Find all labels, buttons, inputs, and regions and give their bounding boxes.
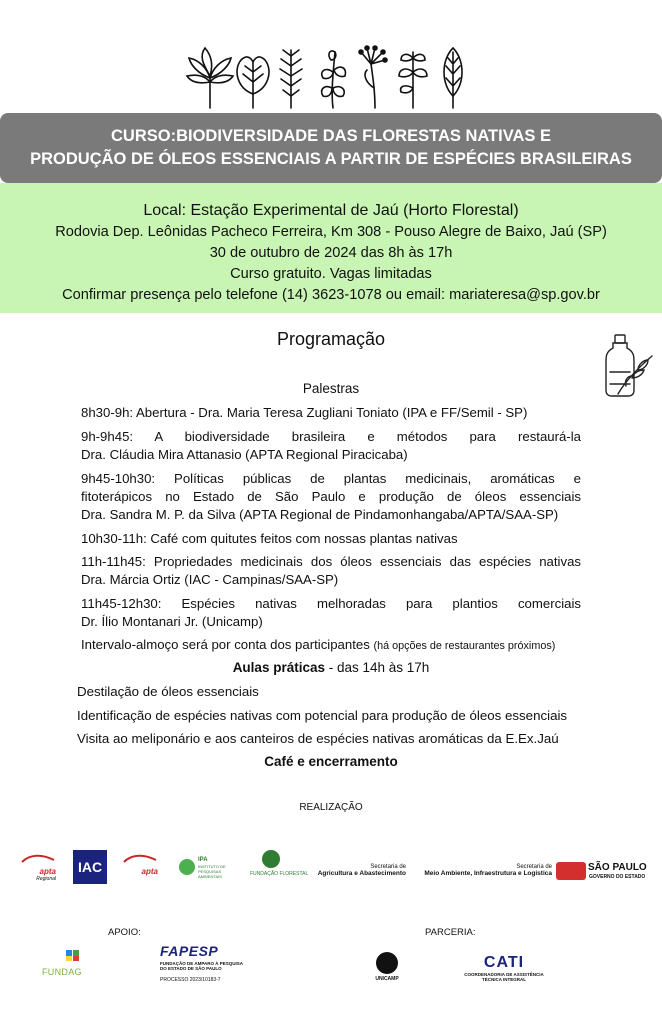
practical-classes-heading — [0, 660, 662, 675]
title-banner — [0, 113, 662, 183]
iac-logo: IAC — [73, 850, 107, 884]
schedule-item — [81, 553, 581, 589]
program-title: Programação — [276, 329, 386, 349]
apta-logo-text: apta — [141, 867, 158, 876]
twig-leaves-icon — [399, 52, 427, 108]
event-contact: Confirmar presença pelo telefone (14) 3623-1078 ou email: mariateresa@sp.gov.br — [62, 287, 600, 303]
saa-logo-line-2: Agricultura e Abastecimento — [317, 870, 406, 877]
fundag-logo-text: FUNDAG — [42, 967, 82, 977]
saa-logo — [308, 864, 406, 877]
schedule-item-line: 8h30-9h: Abertura - Dra. Maria Teresa Zugliani Toniato (IPA e FF/Semil - SP) — [81, 405, 528, 420]
schedule-item — [81, 595, 581, 631]
palm-leaf-icon — [187, 48, 233, 108]
heart-leaf-icon — [237, 57, 269, 108]
fapesp-logo — [160, 943, 260, 987]
realizacao-label: REALIZAÇÃO — [299, 802, 363, 813]
fundacao-florestal-logo — [250, 850, 309, 884]
semil-logo — [412, 864, 552, 877]
semil-logo-line-1: Secretaria de — [516, 864, 552, 870]
fapesp-logo-sub-2: DO ESTADO DE SÃO PAULO — [160, 966, 222, 971]
lunch-break-note — [81, 637, 641, 652]
closing-coffee: Café e encerramento — [264, 754, 398, 769]
ipa-leaf-icon — [179, 859, 195, 875]
practical-class-item: Destilação de óleos essenciais — [77, 684, 259, 699]
cati-logo-text: CATI — [483, 954, 525, 971]
schedule-item-line: 10h30-11h: Café com quitutes feitos com nossas plantas nativas — [81, 531, 458, 546]
fundag-mark-icon — [42, 948, 88, 962]
sp-map-icon — [556, 862, 586, 880]
schedule-item-speaker: Dra. Márcia Ortiz (IAC - Campinas/SAA-SP) — [81, 572, 339, 587]
fern-icon — [280, 50, 302, 108]
schedule-item-line: 11h45-12h30: Espécies nativas melhoradas para plantios comerciais — [81, 596, 581, 611]
lectures-heading: Palestras — [302, 381, 360, 396]
long-leaf-icon — [444, 48, 462, 108]
schedule-item-line: 11h-11h45: Propriedades medicinais dos óleos essenciais das espécies nativas — [81, 554, 581, 569]
semil-logo-line-2: Meio Ambiente, Infraestrutura e Logística — [424, 870, 552, 877]
schedule-item — [81, 404, 581, 422]
fapesp-process-number: PROCESSO 2023/10183-7 — [160, 977, 221, 983]
ipa-logo-text: IPA — [198, 857, 208, 863]
event-location: Local: Estação Experimental de Jaú (Horto Florestal) — [143, 202, 519, 219]
event-address: Rodovia Dep. Leônidas Pacheco Ferreira, Km 308 - Pouso Alegre de Baixo, Jaú (SP) — [55, 224, 607, 240]
cati-logo-sub-2: TÉCNICA INTEGRAL — [481, 977, 527, 982]
practical-class-item: Visita ao meliponário e aos canteiros de espécies nativas aromáticas da E.Ex.Jaú — [77, 731, 559, 746]
schedule-item — [81, 530, 581, 548]
ff-logo-text: FUNDAÇÃO FLORESTAL — [250, 871, 309, 877]
schedule-item-speaker: Dr. Ílio Montanari Jr. (Unicamp) — [81, 614, 263, 629]
schedule-item-speaker: Dra. Cláudia Mira Attanasio (APTA Regional Piracicaba) — [81, 447, 408, 462]
fapesp-logo-sub-1: FUNDAÇÃO DE AMPARO À PESQUISA — [160, 961, 244, 966]
cati-logo-sub-1: COORDENADORIA DE ASSISTÊNCIA — [464, 972, 544, 977]
cati-logo — [462, 954, 546, 986]
lunch-break-hint: (há opções de restaurantes próximos) — [373, 640, 556, 652]
fapesp-logo-text: FAPESP — [160, 943, 219, 959]
event-info-box — [0, 183, 662, 313]
apta-regional-logo — [20, 852, 56, 882]
title-line-1: CURSO:BIODIVERSIDADE DAS FLORESTAS NATIVAS E — [110, 127, 552, 145]
saa-logo-line-1: Secretaria de — [370, 864, 406, 870]
schedule-item-line: 9h-9h45: A biodiversidade brasileira e métodos para restaurá-la — [81, 429, 581, 444]
apta-logo-sub: Regional — [36, 876, 56, 882]
schedule-item-speaker: Dra. Sandra M. P. da Silva (APTA Regional de Pindamonhangaba/APTA/SAA-SP) — [81, 507, 559, 522]
schedule-item-line: 9h45-10h30: Políticas públicas de plantas medicinais, aromáticas e — [81, 471, 581, 486]
parceria-label: PARCERIA: — [425, 927, 476, 938]
clover-branch-icon — [322, 51, 346, 108]
lunch-break-text: Intervalo-almoço será por conta dos participantes — [81, 637, 370, 652]
decorative-leaves-illustration — [185, 44, 475, 110]
schedule-item — [81, 470, 581, 524]
schedule-item-line: fitoterápicos no Estado de São Paulo e produção de óleos essenciais — [81, 489, 581, 504]
practical-class-item: Identificação de espécies nativas com potencial para produção de óleos essenciais — [77, 708, 568, 723]
apoio-label: APOIO: — [108, 927, 141, 938]
unicamp-emblem-icon — [376, 952, 398, 974]
apta-logo-text: apta — [39, 867, 56, 876]
sp-logo-sub: GOVERNO DO ESTADO — [589, 874, 646, 880]
sp-logo-text: SÃO PAULO — [588, 862, 647, 873]
ipa-logo-sub: INSTITUTO DE PESQUISAS AMBIENTAIS — [198, 864, 226, 879]
title-line-2: PRODUÇÃO DE ÓLEOS ESSENCIAIS A PARTIR DE ESPÉCIES BRASILEIRAS — [30, 150, 632, 168]
practical-classes-title: Aulas práticas — [232, 660, 325, 675]
fundag-logo — [42, 948, 88, 976]
event-date: 30 de outubro de 2024 das 8h às 17h — [209, 245, 453, 261]
schedule-item — [81, 428, 581, 464]
tree-icon — [262, 850, 280, 868]
unicamp-logo — [370, 952, 404, 986]
event-free-notice: Curso gratuito. Vagas limitadas — [230, 266, 432, 282]
unicamp-logo-text: UNICAMP — [375, 976, 399, 982]
ipa-logo — [179, 857, 239, 879]
practical-classes-time: - das 14h às 17h — [324, 660, 430, 675]
dandelion-flower-icon — [359, 46, 387, 108]
sao-paulo-government-logo — [556, 862, 648, 882]
apta-logo — [122, 852, 158, 878]
